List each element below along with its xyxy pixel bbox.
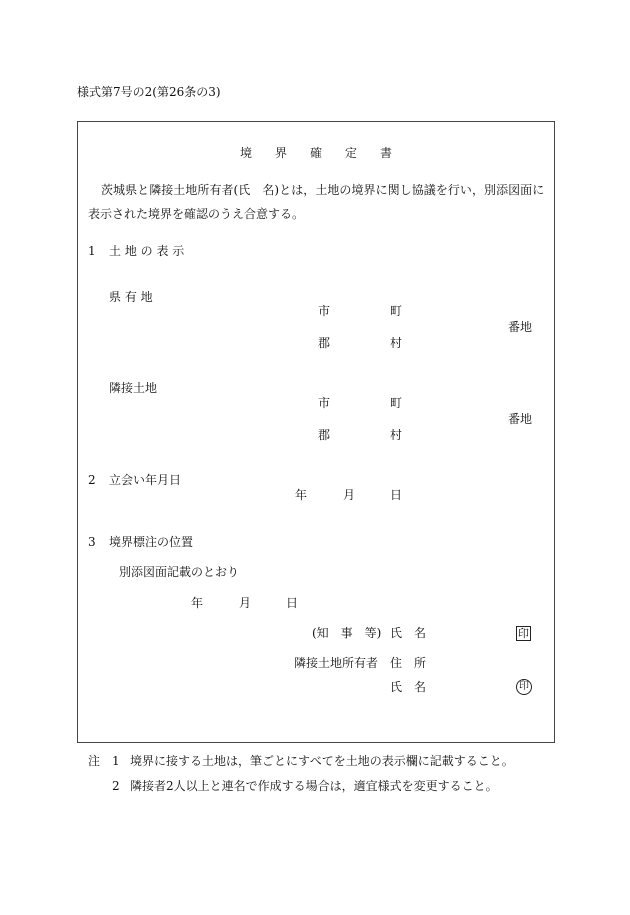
note2-number: 2 (112, 779, 120, 793)
prefectural-city: 市 (318, 304, 331, 318)
section2-number: 2 (88, 473, 96, 487)
section2-heading: 立会い年月日 (109, 473, 182, 487)
signing-year: 年 (191, 596, 204, 610)
adjacent-village: 村 (390, 428, 403, 442)
inspection-day: 日 (390, 488, 403, 502)
prefectural-land-label: 県 有 地 (109, 290, 153, 304)
governor-label: (知 事 等) (312, 626, 382, 640)
prefectural-lot: 番地 (508, 320, 533, 334)
section3-heading: 境界標注の位置 (109, 535, 194, 549)
prefectural-town: 町 (390, 304, 403, 318)
owner-address-label: 住 所 (390, 656, 427, 670)
prefectural-village: 村 (390, 336, 403, 350)
governor-name-label: 氏 名 (390, 626, 427, 640)
notes-prefix: 注 (88, 754, 101, 768)
note2-text: 隣接者2人以上と連名で作成する場合は，適宜様式を変更すること。 (130, 779, 498, 793)
section3-number: 3 (88, 535, 96, 549)
note1-text: 境界に接する土地は，筆ごとにすべてを土地の表示欄に記載すること。 (130, 754, 514, 768)
signing-day: 日 (286, 596, 299, 610)
section3-body: 別添図面記載のとおり (119, 565, 240, 579)
adjacent-city: 市 (318, 396, 331, 410)
adjacent-district: 郡 (318, 428, 331, 442)
prefectural-district: 郡 (318, 336, 331, 350)
title-char-4: 定 (345, 146, 358, 160)
title-char-2: 界 (275, 146, 288, 160)
inspection-month: 月 (343, 488, 356, 502)
title-char-1: 境 (240, 146, 253, 160)
governor-seal-icon: 印 (518, 627, 529, 640)
note1-number: 1 (112, 754, 120, 768)
owner-name-label: 氏 名 (390, 680, 427, 694)
adjacent-owner-label: 隣接土地所有者 (294, 656, 379, 670)
adjacent-town: 町 (390, 396, 403, 410)
adjacent-lot: 番地 (508, 412, 533, 426)
adjacent-land-label: 隣接土地 (109, 381, 158, 395)
owner-seal-icon: 印 (516, 679, 532, 695)
intro-line-2: 表示された境界を確認のうえ合意する。 (88, 207, 305, 221)
title-char-3: 確 (310, 146, 323, 160)
signing-month: 月 (239, 596, 252, 610)
title-char-5: 書 (380, 146, 393, 160)
intro-line-1: 茨城県と隣接土地所有者(氏 名)とは，土地の境界に関し協議を行い，別添図面に (101, 183, 545, 197)
inspection-year: 年 (295, 488, 308, 502)
form-number: 様式第7号の2(第26条の3) (77, 85, 221, 99)
section1-number: 1 (88, 244, 96, 258)
section1-heading: 土 地 の 表 示 (109, 244, 185, 258)
